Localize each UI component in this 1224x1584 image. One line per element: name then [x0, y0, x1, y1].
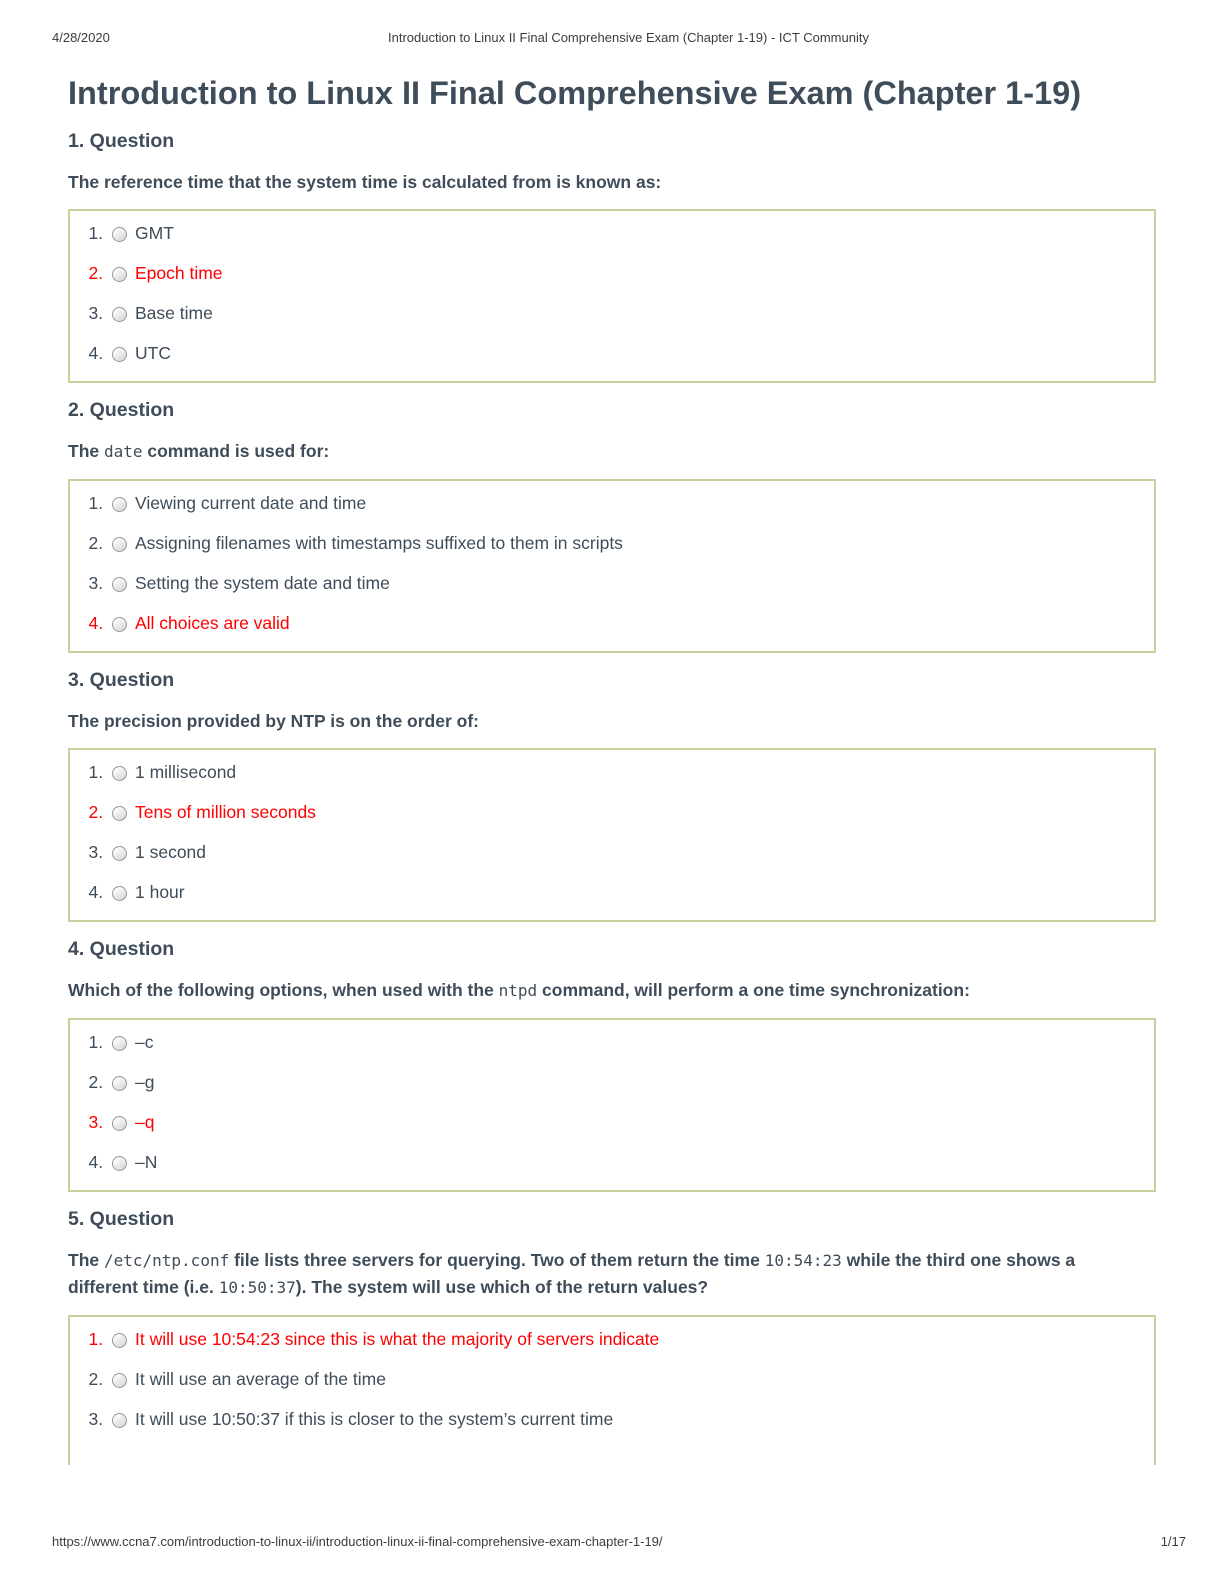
footer-page-number: 1/17	[1160, 1534, 1186, 1549]
question-block	[68, 938, 1156, 1192]
answer-option[interactable]	[108, 224, 1138, 243]
option-label: Viewing current date and time	[135, 493, 367, 513]
radio-button-icon[interactable]	[112, 537, 127, 552]
radio-button-icon[interactable]	[112, 1076, 127, 1091]
radio-button-icon[interactable]	[112, 1156, 127, 1171]
option-label: GMT	[135, 223, 174, 243]
question-heading: 2. Question	[68, 399, 175, 421]
options-box	[68, 1018, 1156, 1192]
answer-option[interactable]	[108, 1153, 1138, 1172]
print-footer	[52, 1534, 1186, 1549]
option-label: Setting the system date and time	[135, 573, 390, 593]
radio-button-icon[interactable]	[112, 497, 127, 512]
options-box	[68, 748, 1156, 922]
option-label: It will use an average of the time	[135, 1369, 386, 1389]
radio-button-icon[interactable]	[112, 846, 127, 861]
answer-option[interactable]	[108, 1370, 1138, 1389]
answer-option[interactable]	[108, 1330, 1138, 1349]
answer-option[interactable]	[108, 763, 1138, 782]
question-heading: 1. Question	[68, 130, 175, 152]
question-prompt	[68, 977, 1148, 1004]
option-label: 1 second	[135, 842, 207, 862]
radio-button-icon[interactable]	[112, 1333, 127, 1348]
options-list	[78, 494, 1138, 633]
prompt-text: The precision provided by NTP is on the order of:	[68, 711, 479, 731]
option-label: Epoch time	[135, 263, 223, 283]
option-label: Tens of million seconds	[135, 802, 316, 822]
content-area	[0, 74, 1224, 1465]
prompt-text: ). The system will use which of the return values?	[295, 1277, 709, 1297]
options-list	[78, 763, 1138, 902]
question-block	[68, 130, 1156, 383]
question-heading: 3. Question	[68, 669, 175, 691]
inline-code: ntpd	[498, 981, 538, 1000]
answer-option[interactable]	[108, 344, 1138, 363]
prompt-text: file lists three servers for querying. Two of them return the time	[229, 1250, 765, 1270]
question-heading: 4. Question	[68, 938, 175, 960]
answer-option[interactable]	[108, 494, 1138, 513]
prompt-text: The reference time that the system time is calculated from is known as:	[68, 172, 662, 192]
answer-option[interactable]	[108, 1410, 1138, 1429]
prompt-text: command is used for:	[142, 441, 330, 461]
answer-option[interactable]	[108, 843, 1138, 862]
question-prompt	[68, 438, 1148, 465]
option-label: –g	[135, 1072, 155, 1092]
question-prompt	[68, 1247, 1148, 1301]
answer-option[interactable]	[108, 264, 1138, 283]
options-list	[78, 1033, 1138, 1172]
inline-code: /etc/ntp.conf	[103, 1251, 230, 1270]
answer-option[interactable]	[108, 1073, 1138, 1092]
question-heading: 5. Question	[68, 1208, 175, 1230]
inline-code: 10:50:37	[218, 1278, 296, 1297]
answer-option[interactable]	[108, 1033, 1138, 1052]
options-box	[68, 479, 1156, 653]
prompt-text: The	[68, 441, 104, 461]
options-box	[68, 209, 1156, 383]
option-label: All choices are valid	[135, 613, 290, 633]
radio-button-icon[interactable]	[112, 1116, 127, 1131]
radio-button-icon[interactable]	[112, 617, 127, 632]
question-block	[68, 399, 1156, 653]
option-label: UTC	[135, 343, 171, 363]
answer-option[interactable]	[108, 574, 1138, 593]
option-label: 1 hour	[135, 882, 185, 902]
prompt-text: while the third one shows a different time (i.e.	[68, 1250, 1076, 1297]
questions	[68, 130, 1224, 1465]
radio-button-icon[interactable]	[112, 886, 127, 901]
question-block	[68, 669, 1156, 922]
radio-button-icon[interactable]	[112, 1373, 127, 1388]
answer-option[interactable]	[108, 883, 1138, 902]
radio-button-icon[interactable]	[112, 307, 127, 322]
inline-code: date	[103, 442, 143, 461]
prompt-text: Which of the following options, when used with the	[68, 980, 499, 1000]
answer-option[interactable]	[108, 1113, 1138, 1132]
print-document-title: Introduction to Linux II Final Comprehensive Exam (Chapter 1-19) - ICT Community	[388, 30, 869, 45]
answer-option[interactable]	[108, 614, 1138, 633]
radio-button-icon[interactable]	[112, 267, 127, 282]
footer-url: https://www.ccna7.com/introduction-to-linux-ii/introduction-linux-ii-final-comprehensive-exam-chapter-1-19/	[52, 1534, 663, 1549]
question-block	[68, 1208, 1156, 1465]
inline-code: 10:54:23	[764, 1251, 842, 1270]
options-list	[78, 1330, 1138, 1429]
radio-button-icon[interactable]	[112, 227, 127, 242]
radio-button-icon[interactable]	[112, 347, 127, 362]
answer-option[interactable]	[108, 803, 1138, 822]
option-label: –N	[135, 1152, 158, 1172]
question-prompt	[68, 169, 1148, 195]
radio-button-icon[interactable]	[112, 1036, 127, 1051]
prompt-text: command, will perform a one time synchronization:	[537, 980, 970, 1000]
option-label: 1 millisecond	[135, 762, 237, 782]
option-label: Assigning filenames with timestamps suffixed to them in scripts	[135, 533, 623, 553]
question-prompt	[68, 708, 1148, 734]
option-label: Base time	[135, 303, 213, 323]
page-title: Introduction to Linux II Final Comprehensive Exam (Chapter 1-19)	[68, 75, 1082, 111]
prompt-text: The	[68, 1250, 104, 1270]
answer-option[interactable]	[108, 304, 1138, 323]
option-label: It will use 10:50:37 if this is closer to the system’s current time	[135, 1409, 614, 1429]
options-list	[78, 224, 1138, 363]
answer-option[interactable]	[108, 534, 1138, 553]
option-label: –q	[135, 1112, 155, 1132]
print-date: 4/28/2020	[52, 30, 110, 45]
radio-button-icon[interactable]	[112, 766, 127, 781]
radio-button-icon[interactable]	[112, 1413, 127, 1428]
radio-button-icon[interactable]	[112, 806, 127, 821]
radio-button-icon[interactable]	[112, 577, 127, 592]
option-label: It will use 10:54:23 since this is what the majority of servers indicate	[135, 1329, 660, 1349]
options-box	[68, 1315, 1156, 1465]
option-label: –c	[135, 1032, 154, 1052]
